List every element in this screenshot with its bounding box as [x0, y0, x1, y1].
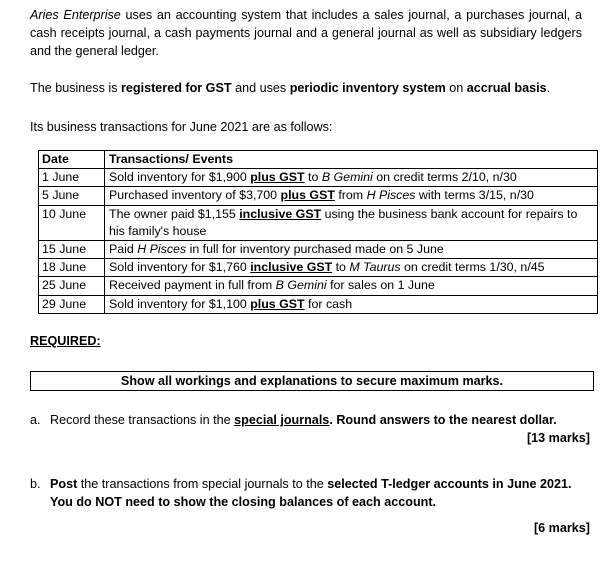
desc-text: Paid [109, 242, 138, 257]
gst-text-2: and uses [231, 81, 290, 95]
table-row [39, 259, 598, 277]
row-date: 29 June [39, 295, 105, 313]
desc-text: on credit terms 2/10, n/30 [372, 170, 517, 185]
table-row [39, 169, 598, 187]
party-name: B Gemini [321, 170, 373, 185]
gst-bold-accrual: accrual basis [466, 81, 547, 95]
desc-text: for sales on 1 June [326, 278, 435, 293]
question-a-label: a. [30, 413, 41, 427]
question-b [30, 475, 590, 537]
question-a-text [50, 411, 557, 429]
desc-text: using the business bank account for repairs to his family's house [109, 206, 578, 238]
question-b-bold-post: Post [50, 477, 78, 491]
header-transactions: Transactions/ Events [105, 151, 598, 169]
row-date: 1 June [39, 169, 105, 187]
desc-text: Purchased inventory of $3,700 [109, 188, 281, 203]
gst-text-1: The business is [30, 81, 121, 95]
row-description [105, 205, 598, 240]
desc-text: to [304, 170, 322, 185]
table-header-row [39, 151, 598, 169]
gst-keyword: plus GST [250, 296, 305, 311]
question-a-text-2: . Round answers to the nearest dollar. [329, 413, 557, 427]
row-description [105, 295, 598, 313]
desc-text: with terms 3/15, n/30 [415, 188, 534, 203]
desc-text: Received payment in full from [109, 278, 276, 293]
transactions-table [38, 150, 598, 314]
question-b-bold-accounts: selected T-ledger accounts [327, 477, 489, 491]
table-row [39, 205, 598, 240]
gst-statement [30, 79, 582, 97]
row-date: 15 June [39, 241, 105, 259]
gst-bold-registered: registered for GST [121, 81, 232, 95]
gst-keyword: inclusive GST [250, 260, 333, 275]
gst-keyword: plus GST [280, 188, 335, 203]
desc-text: to [332, 260, 350, 275]
table-row [39, 277, 598, 295]
table-row [39, 295, 598, 313]
question-a-marks: [13 marks] [526, 431, 590, 445]
question-b-text [50, 475, 590, 511]
question-a-keyword: special journals [234, 413, 330, 427]
gst-text-4: . [546, 81, 551, 95]
party-name: B Gemini [275, 278, 327, 293]
desc-text: for cash [304, 296, 353, 311]
question-b-text-1: the transactions from special journals to the [77, 477, 328, 491]
gst-keyword: inclusive GST [239, 206, 322, 221]
table-row [39, 187, 598, 205]
desc-text: The owner paid $1,155 [109, 206, 240, 221]
required-heading: REQUIRED: [30, 334, 101, 348]
row-description [105, 277, 598, 295]
row-date: 10 June [39, 205, 105, 240]
desc-text: in full for inventory purchased made on 5 June [186, 242, 444, 257]
desc-text: Sold inventory for $1,100 [109, 296, 251, 311]
desc-text: Sold inventory for $1,760 [109, 260, 251, 275]
row-description [105, 241, 598, 259]
gst-bold-inventory-system: periodic inventory system [289, 81, 446, 95]
question-b-label: b. [30, 477, 41, 491]
gst-keyword: plus GST [250, 170, 305, 185]
party-name: M Taurus [349, 260, 401, 275]
row-description [105, 187, 598, 205]
question-b-marks: [6 marks] [533, 521, 590, 535]
question-b-text-2: in June 2021. You do NOT need to show the closing balances of each account. [50, 477, 572, 509]
row-description [105, 259, 598, 277]
question-a [30, 411, 590, 447]
row-date: 18 June [39, 259, 105, 277]
desc-text: on credit terms 1/30, n/45 [400, 260, 545, 275]
table-row [39, 241, 598, 259]
row-date: 5 June [39, 187, 105, 205]
company-name: Aries Enterprise [30, 8, 121, 22]
desc-text: from [334, 188, 367, 203]
gst-text-3: on [445, 81, 467, 95]
question-a-text-1: Record these transactions in the [50, 413, 235, 427]
intro-paragraph [30, 6, 582, 60]
row-description [105, 169, 598, 187]
party-name: H Pisces [366, 188, 416, 203]
workings-notice-box: Show all workings and explanations to secure maximum marks. [30, 371, 594, 391]
party-name: H Pisces [137, 242, 187, 257]
intro-text: uses an accounting system that includes a sales journal, a purchases journal, a cash receipts journal, a cash payments journal and a general journal as well as subsidiary ledgers and the general ledger. [30, 8, 583, 58]
row-date: 25 June [39, 277, 105, 295]
desc-text: Sold inventory for $1,900 [109, 170, 251, 185]
transactions-heading: Its business transactions for June 2021 are as follows: [30, 120, 333, 134]
header-date: Date [39, 151, 105, 169]
